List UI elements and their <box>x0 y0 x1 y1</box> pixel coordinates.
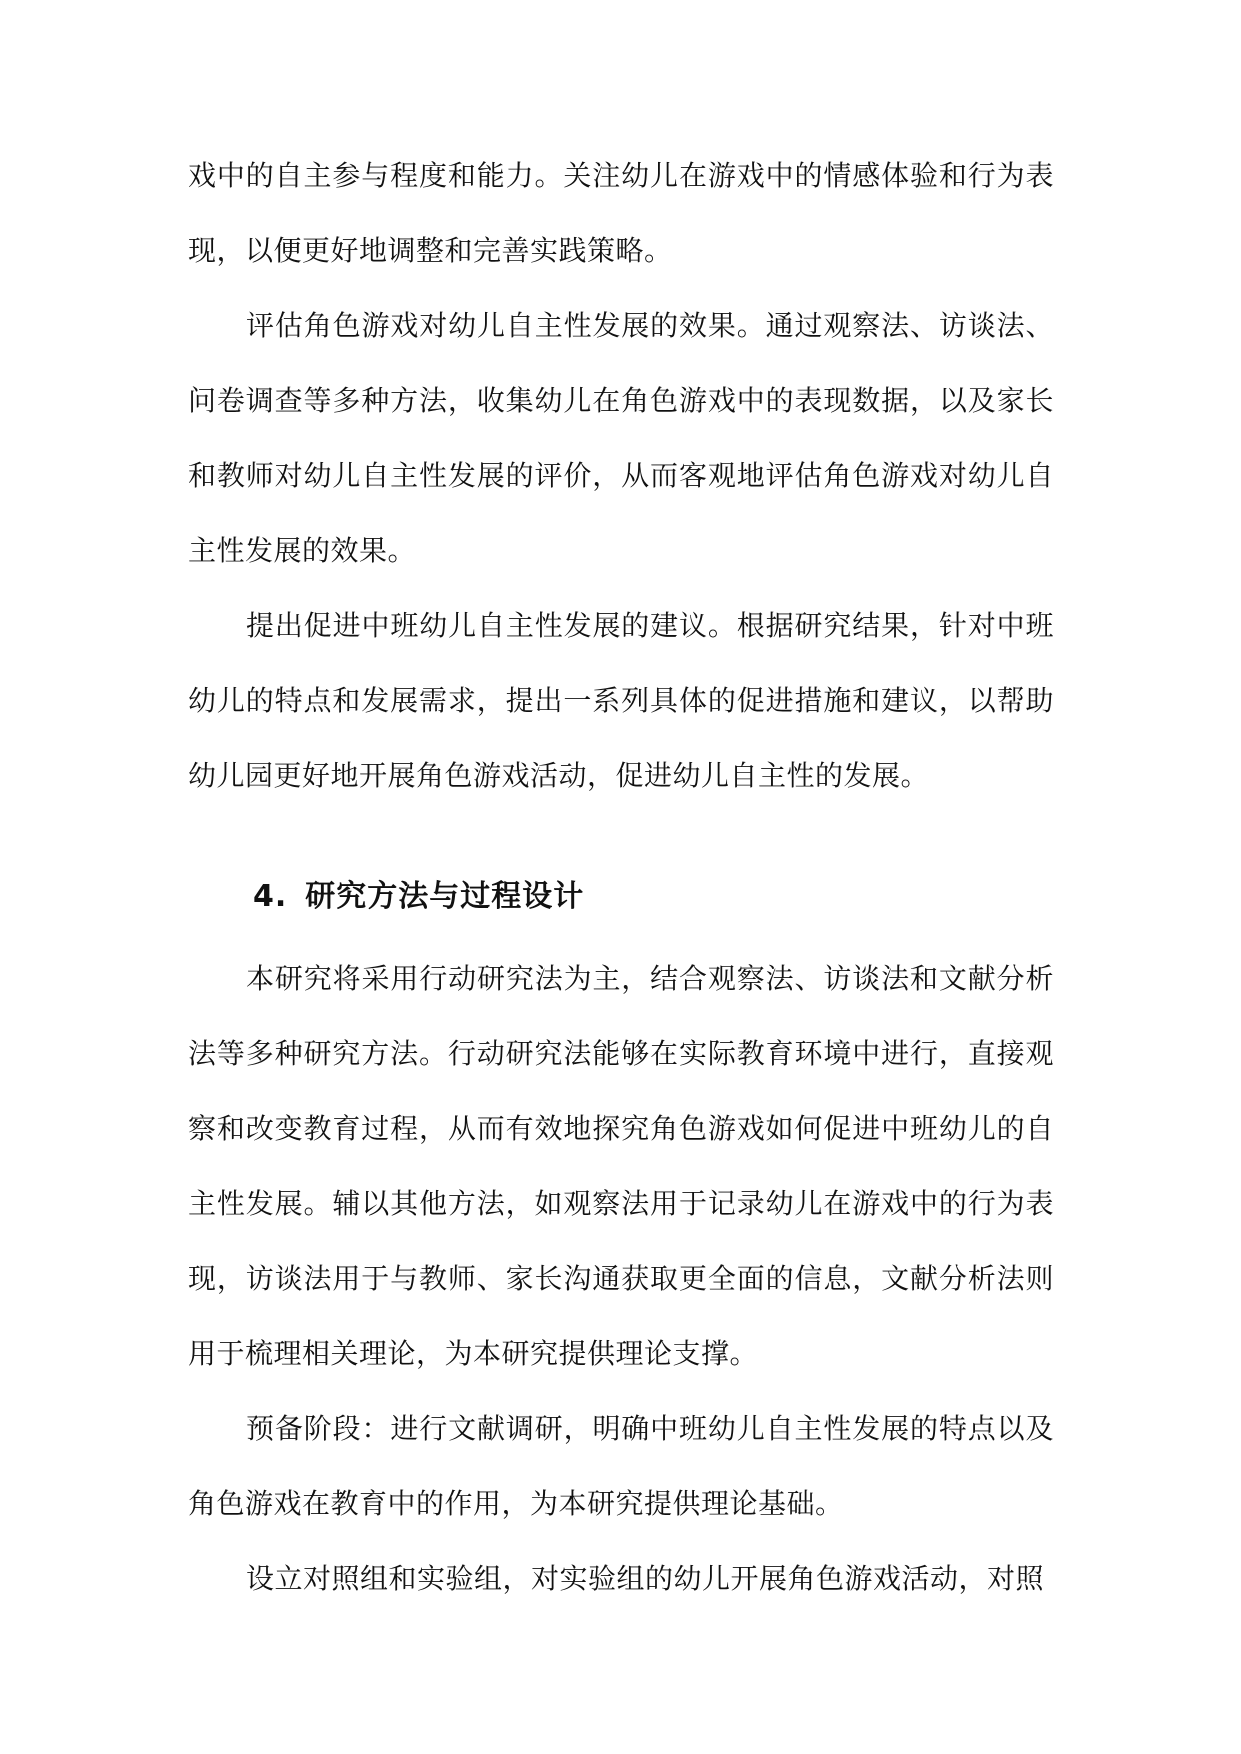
paragraph-groups: 设立对照组和实验组，对实验组的幼儿开展角色游戏活动，对照 <box>246 1562 1045 1595</box>
section-number: 4. <box>253 879 288 914</box>
page-body <box>188 138 1054 1616</box>
paragraph-preparation-stage: 预备阶段：进行文献调研，明确中班幼儿自主性发展的特点以及角色游戏在教育中的作用，为本研究提供理论基础。 <box>188 1412 1054 1520</box>
section-heading <box>188 871 1054 923</box>
paragraph-suggestions: 提出促进中班幼儿自主性发展的建议。根据研究结果，针对中班幼儿的特点和发展需求，提出一系列具体的促进措施和建议，以帮助幼儿园更好地开展角色游戏活动，促进幼儿自主性的发展。 <box>188 609 1054 792</box>
paragraph-continued: 戏中的自主参与程度和能力。关注幼儿在游戏中的情感体验和行为表现，以便更好地调整和完善实践策略。 <box>188 159 1054 267</box>
paragraph-methods: 本研究将采用行动研究法为主，结合观察法、访谈法和文献分析法等多种研究方法。行动研究法能够在实际教育环境中进行，直接观察和改变教育过程，从而有效地探究角色游戏如何促进中班幼儿的自主性发展。辅以其他方法，如观察法用于记录幼儿在游戏中的行为表现，访谈法用于与教师、家长沟通获取更全面的信息，文献分析法则用于梳理相关理论，为本研究提供理论支撑。 <box>188 962 1054 1370</box>
paragraph-evaluation: 评估角色游戏对幼儿自主性发展的效果。通过观察法、访谈法、问卷调查等多种方法，收集幼儿在角色游戏中的表现数据，以及家长和教师对幼儿自主性发展的评价，从而客观地评估角色游戏对幼儿自主性发展的效果。 <box>188 309 1054 567</box>
section-title: 研究方法与过程设计 <box>305 879 585 914</box>
